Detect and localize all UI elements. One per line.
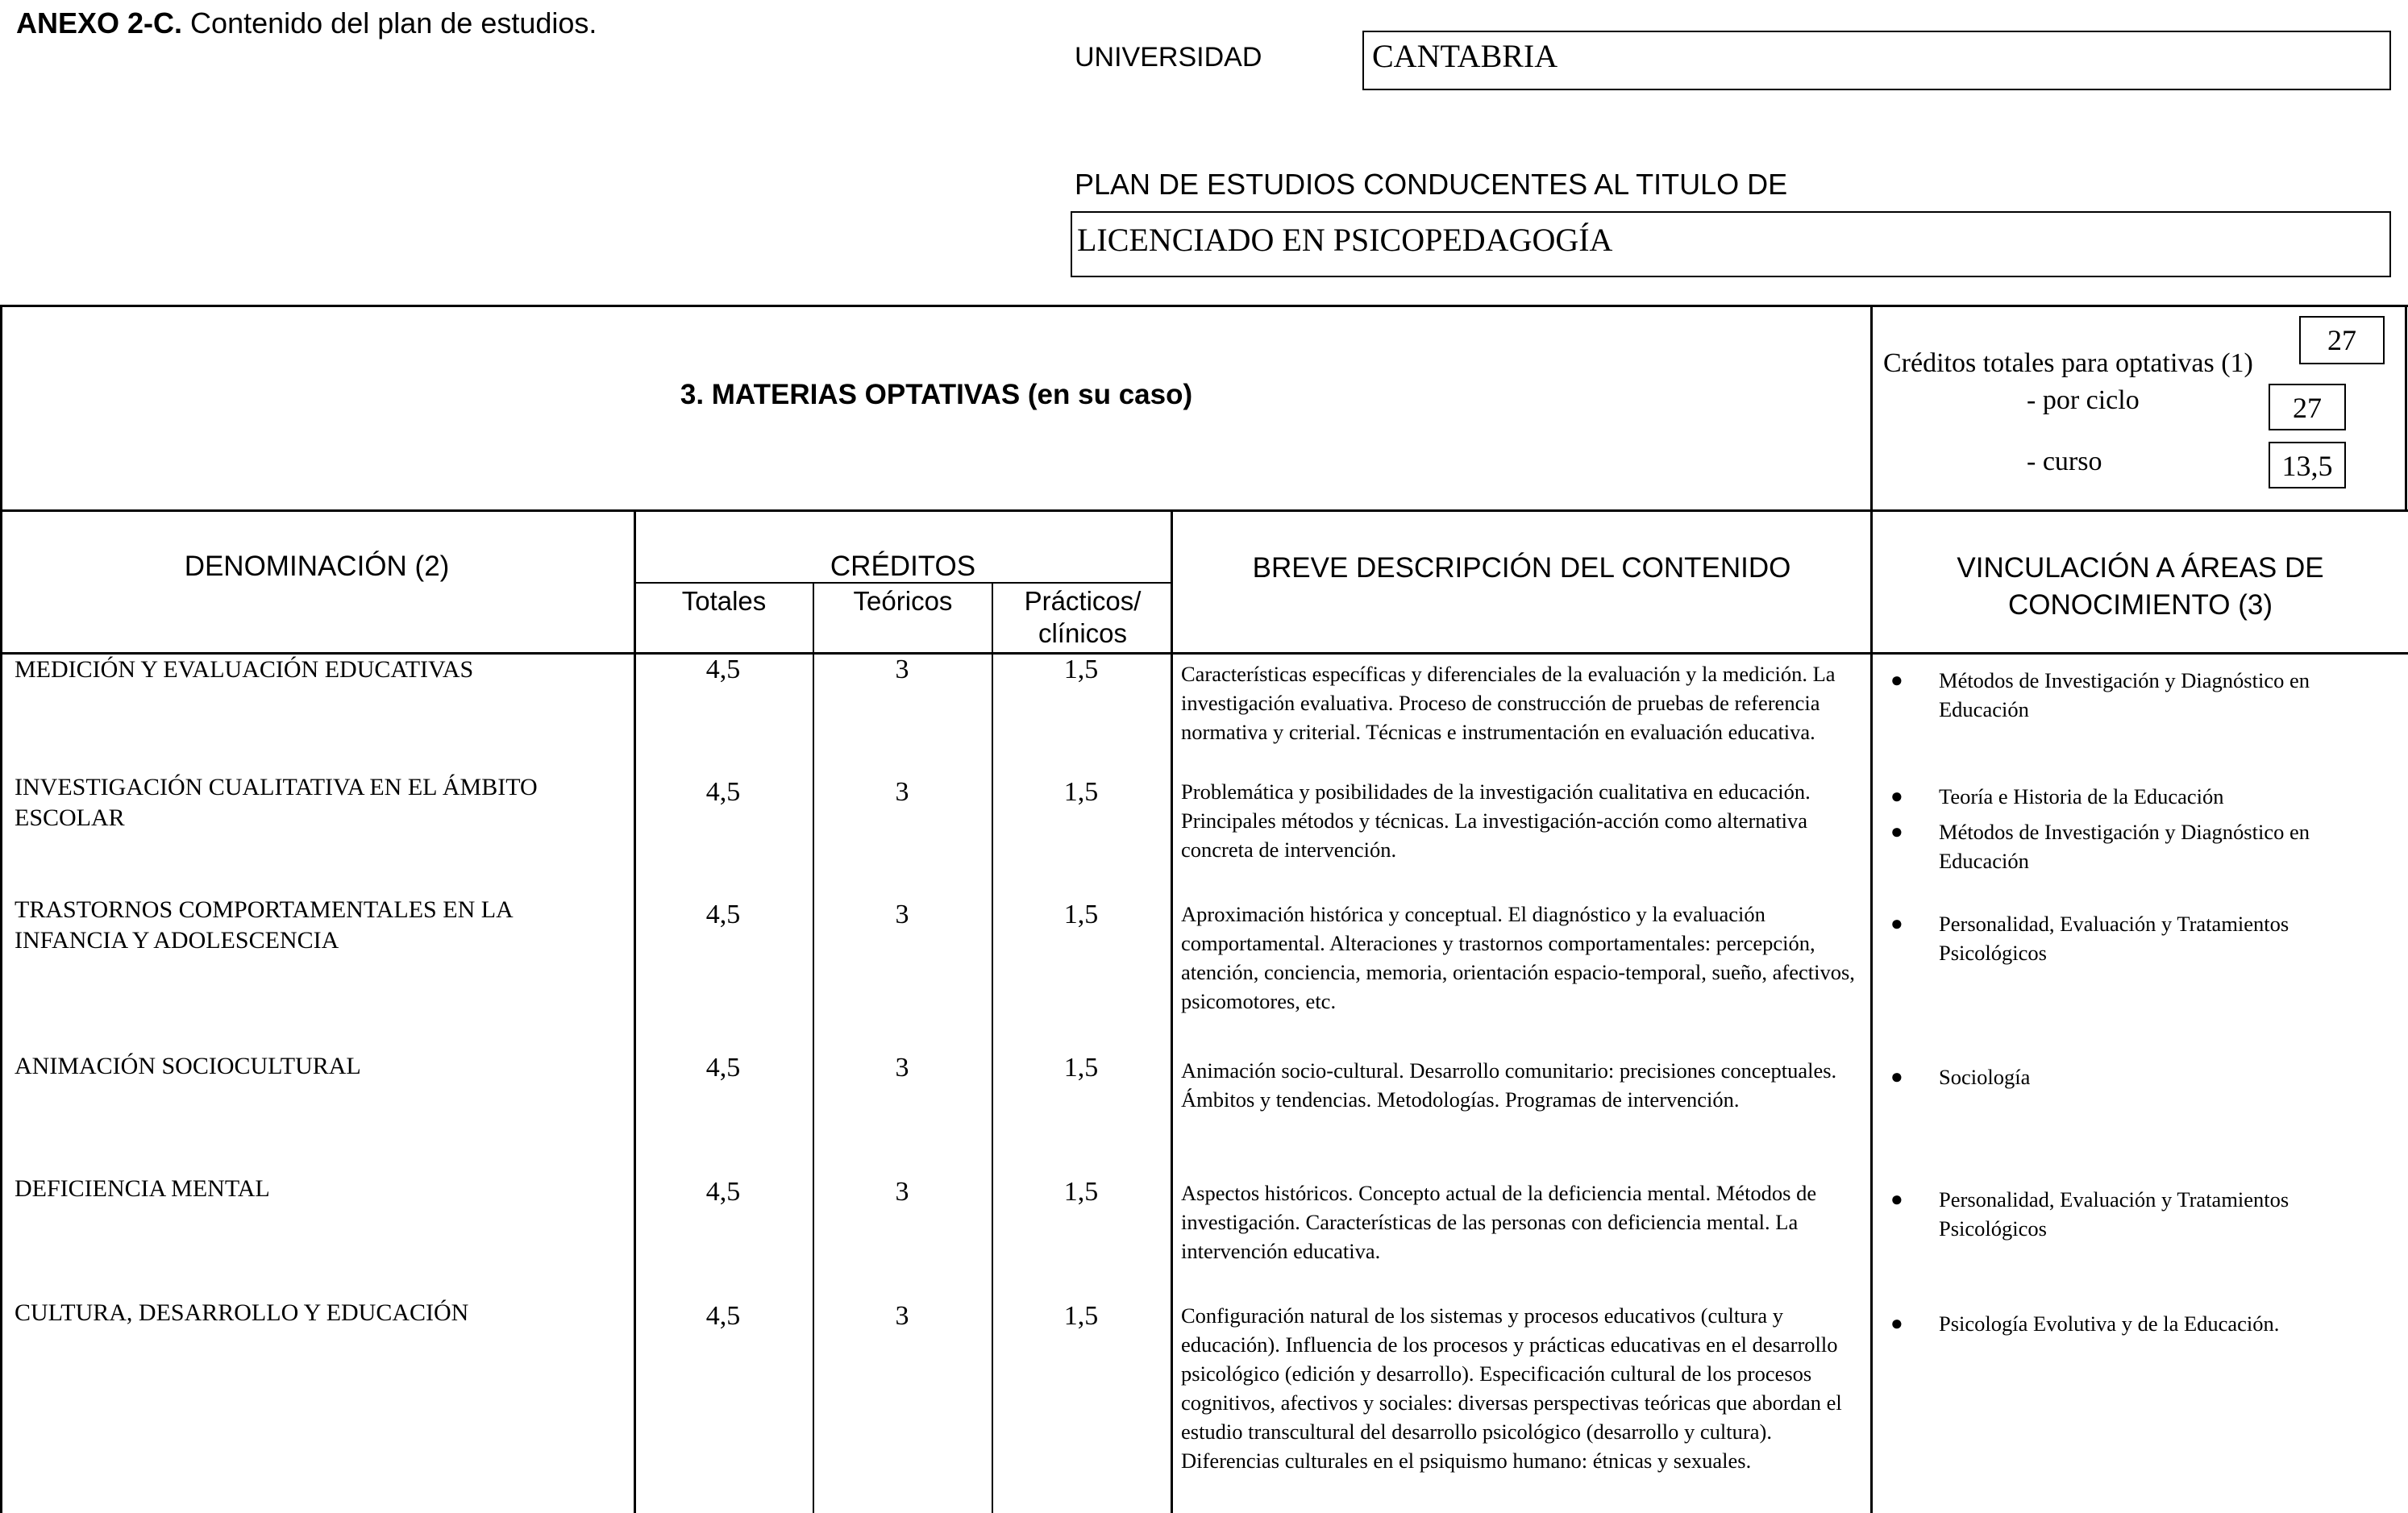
knowledge-areas [1890,666,2374,730]
plan-label: PLAN DE ESTUDIOS CONDUCENTES AL TITULO DE [1075,168,1788,201]
area-name: Personalidad, Evaluación y Tratamientos Psicológicos [1939,912,2289,965]
list-item [1890,909,2374,967]
curso-label: - curso [2027,447,2102,476]
col-vinculacion [1873,550,2408,624]
credits-totales: 4,5 [705,900,741,929]
area-name: Sociología [1939,1065,2031,1089]
credits-totales: 4,5 [705,1301,741,1331]
credits-practicos: 1,5 [1063,777,1099,807]
area-name: Métodos de Investigación y Diagnóstico en Educación [1939,820,2310,873]
area-name: Psicología Evolutiva y de la Educación. [1939,1311,2280,1336]
list-item [1890,1185,2374,1243]
subject-name: ANIMACIÓN SOCIOCULTURAL [15,1053,361,1079]
por-ciclo-value: 27 [2293,392,2322,424]
credits-practicos: 1,5 [1063,655,1099,684]
col-totales: Totales [681,586,767,616]
subject-name: INVESTIGACIÓN CUALITATIVA EN EL ÁMBITO ESCOLAR [15,774,538,831]
curso-box [2269,442,2346,488]
bullet-icon: ● [1890,912,1903,935]
list-item [1890,666,2374,724]
col-descripcion: BREVE DESCRIPCIÓN DEL CONTENIDO [1252,552,1791,584]
annex-number: ANEXO 2-C. [16,6,183,39]
area-name: Personalidad, Evaluación y Tratamientos Psicológicos [1939,1187,2289,1241]
optativas-total-value: 27 [2327,324,2356,356]
bullet-icon: ● [1890,668,1903,692]
degree-value: LICENCIADO EN PSICOPEDAGOGÍA [1077,222,1613,258]
credits-totales: 4,5 [705,655,741,684]
subject-description: Problemática y posibilidades de la investigación cualitativa en educación. Principales métodos y técnicas. La investigación-acción como alternativa concreta de intervención. [1181,779,1811,862]
credits-practicos: 1,5 [1063,1177,1099,1207]
credits-teoricos: 3 [895,1177,909,1207]
col-practicos-line2: clínicos [1038,618,1128,648]
credits-totales: 4,5 [705,1177,741,1207]
curso-value: 13,5 [2281,450,2333,482]
list-item [1890,782,2374,811]
bullet-icon: ● [1890,1187,1903,1211]
por-ciclo-label: - por ciclo [2027,385,2140,415]
bullet-icon: ● [1890,820,1903,843]
credits-practicos: 1,5 [1063,900,1099,929]
university-label: UNIVERSIDAD [1075,42,1262,73]
list-item [1890,1062,2374,1091]
annex-description: Contenido del plan de estudios. [182,6,597,39]
col-practicos-line1: Prácticos/ [1024,586,1142,616]
knowledge-areas [1890,1185,2374,1249]
list-item [1890,817,2374,875]
credits-teoricos: 3 [895,1301,909,1331]
optativas-total-label: Créditos totales para optativas (1) [1883,348,2253,378]
university-field [1362,31,2391,90]
section-title: 3. MATERIAS OPTATIVAS (en su caso) [680,379,1193,410]
subject-name: CULTURA, DESARROLLO Y EDUCACIÓN [15,1299,469,1326]
col-vinculacion-line2: CONOCIMIENTO (3) [2008,589,2273,621]
col-teoricos: Teóricos [853,586,953,616]
knowledge-areas [1890,782,2374,882]
credits-teoricos: 3 [895,900,909,929]
subject-name: TRASTORNOS COMPORTAMENTALES EN LA INFANCIA Y ADOLESCENCIA [15,896,513,954]
credits-teoricos: 3 [895,777,909,807]
area-name: Métodos de Investigación y Diagnóstico en Educación [1939,668,2310,721]
university-value: CANTABRIA [1372,38,1558,74]
list-item [1890,1309,2374,1338]
credits-totales: 4,5 [705,1053,741,1083]
col-creditos: CRÉDITOS [830,551,976,582]
bullet-icon: ● [1890,1065,1903,1088]
area-name: Teoría e Historia de la Educación [1939,784,2224,808]
subject-name: MEDICIÓN Y EVALUACIÓN EDUCATIVAS [15,656,474,683]
degree-field [1071,211,2391,277]
credits-practicos: 1,5 [1063,1053,1099,1083]
credits-totales: 4,5 [705,777,741,807]
credits-practicos: 1,5 [1063,1301,1099,1331]
subject-name: DEFICIENCIA MENTAL [15,1175,270,1202]
knowledge-areas [1890,1062,2374,1098]
bullet-icon: ● [1890,784,1903,808]
knowledge-areas [1890,909,2374,974]
subject-description: Aproximación histórica y conceptual. El diagnóstico y la evaluación comportamental. Alteraciones y trastornos comportamentales: percepción, atención, conciencia, memoria, orientación espacio-temporal, sueño, afectivos, psicomotores, etc. [1181,902,1855,1013]
credits-teoricos: 3 [895,655,909,684]
col-practicos [993,585,1172,650]
subject-description: Aspectos históricos. Concepto actual de la deficiencia mental. Métodos de investigación. Características de las personas con deficiencia mental. La intervención educativa. [1181,1181,1817,1263]
knowledge-areas [1890,1309,2374,1345]
subject-description: Configuración natural de los sistemas y procesos educativos (cultura y educación). Influencia de los procesos y prácticas educativas en el desarrollo psicológico (edición y desarrollo). Especificación cultural de los procesos cognitivos, afectivos y sociales: diversas perspectivas teóricas que abordan el estudio transcultural del desarrollo psicológico (desarrollo y cultura). Diferencias culturales en el psiquismo humano: étnicas y sexuales. [1181,1303,1842,1473]
subject-description: Características específicas y diferenciales de la evaluación y la medición. La investigación evaluativa. Proceso de construcción de pruebas de referencia normativa y criterial. Técnicas e instrumentación en evaluación educativa. [1181,662,1836,744]
por-ciclo-box [2269,384,2346,430]
annex-heading [16,6,597,40]
credits-teoricos: 3 [895,1053,909,1083]
col-vinculacion-line1: VINCULACIÓN A ÁREAS DE [1957,552,2324,584]
bullet-icon: ● [1890,1311,1903,1335]
optativas-total-box [2299,316,2385,364]
subject-description: Animación socio-cultural. Desarrollo comunitario: precisiones conceptuales. Ámbitos y tendencias. Metodologías. Programas de intervención. [1181,1058,1837,1112]
col-denominacion: DENOMINACIÓN (2) [184,551,450,582]
